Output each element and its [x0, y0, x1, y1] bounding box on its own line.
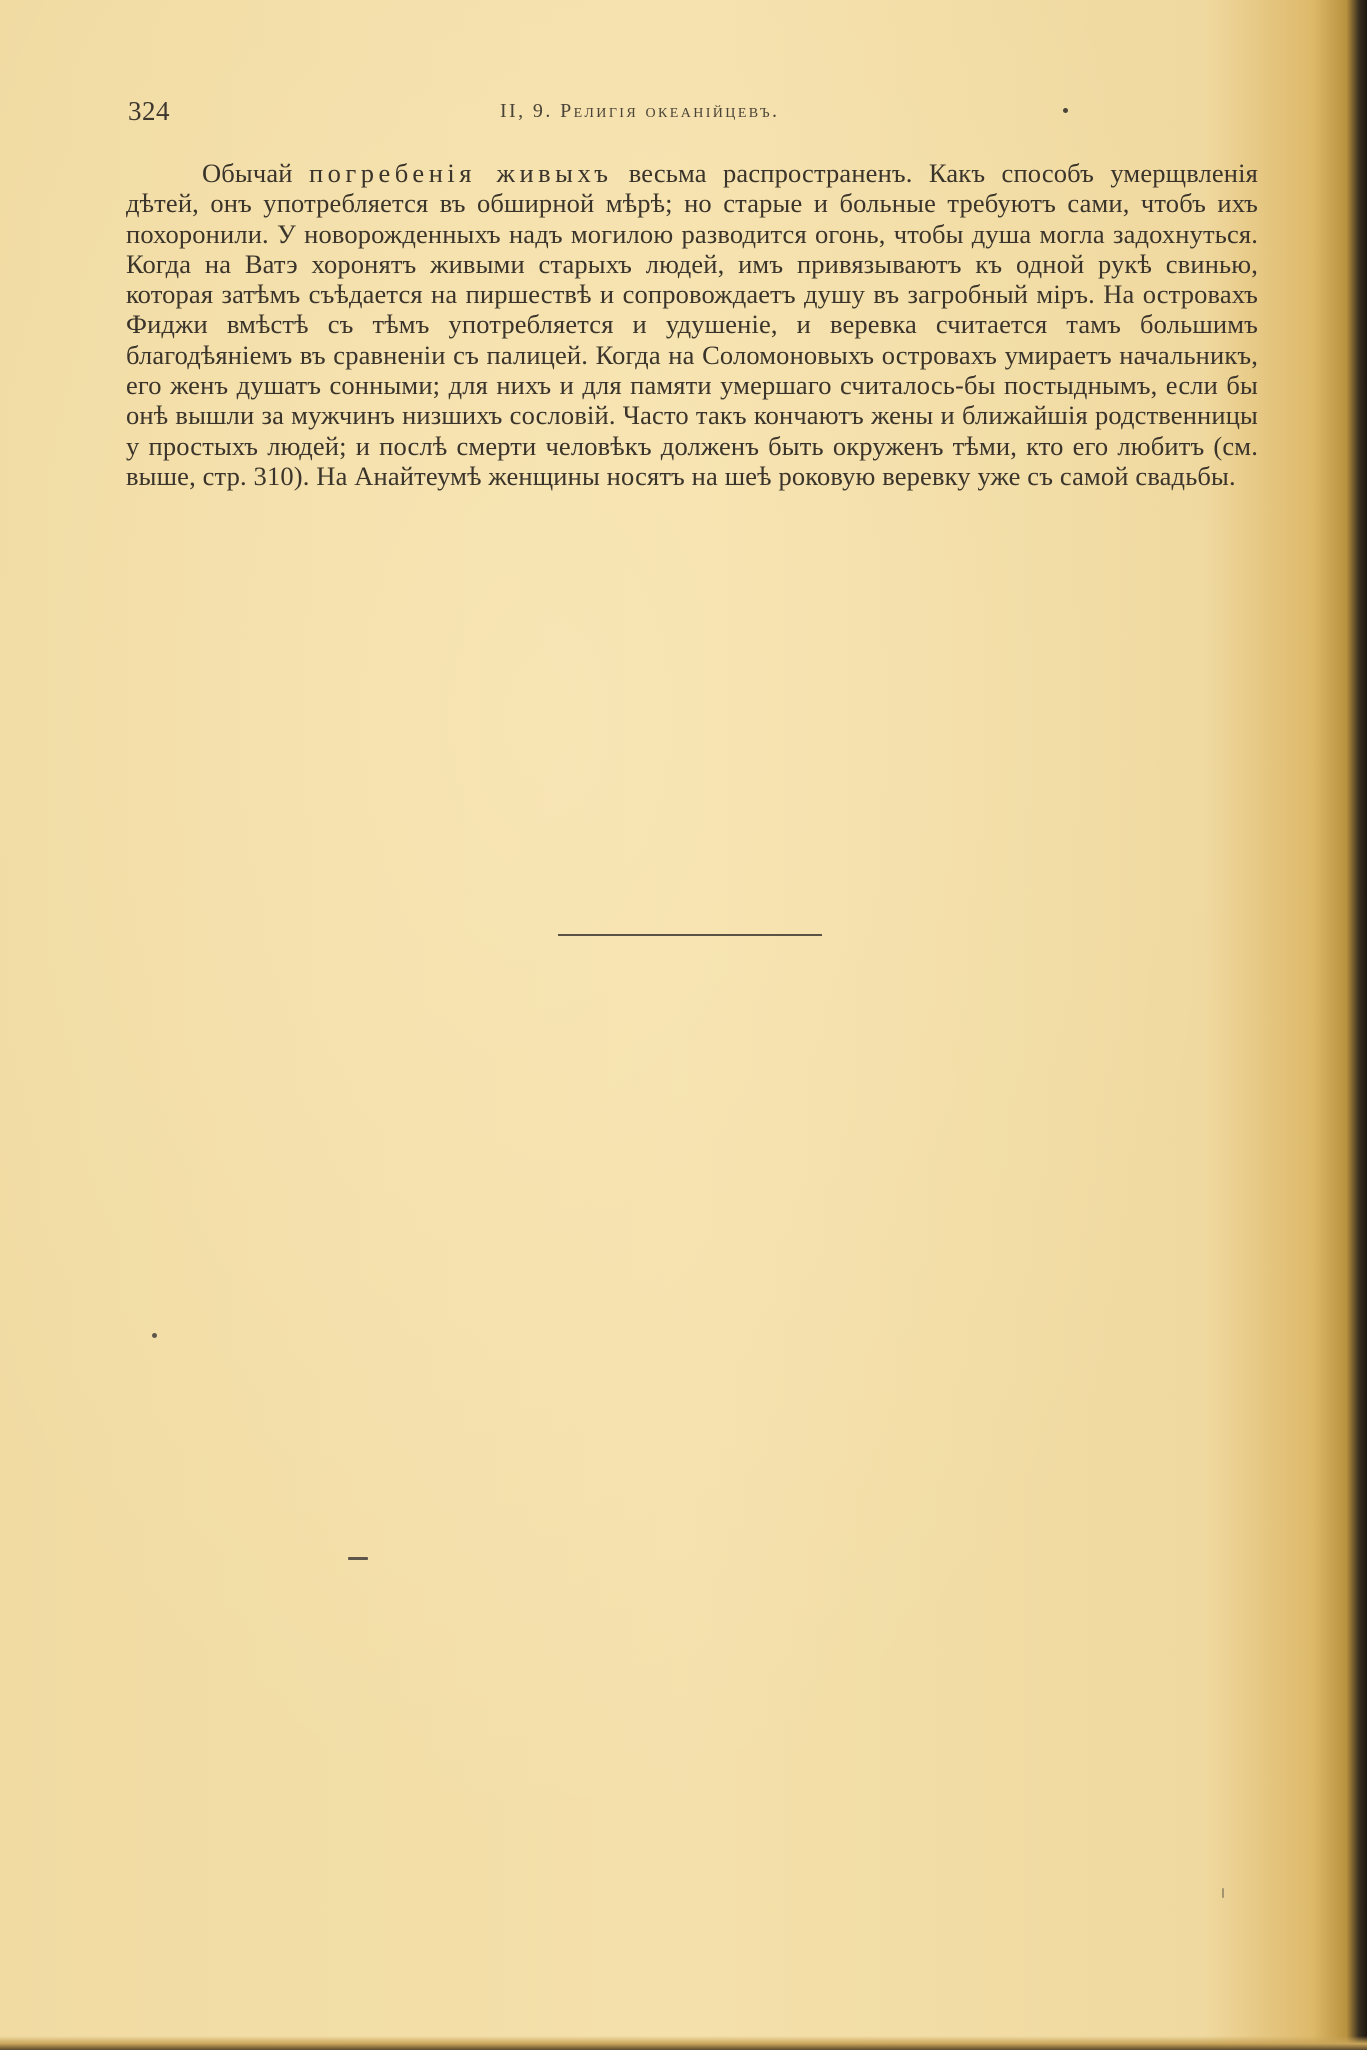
running-head [128, 96, 1268, 136]
spaced-phrase: погребенія живыхъ [308, 158, 613, 188]
paper-speck-mark [1222, 1888, 1224, 1898]
paper-speck-mark [348, 1557, 368, 1560]
page-bottom-edge [0, 2036, 1367, 2050]
page-number: 324 [128, 96, 170, 126]
section-end-rule [558, 934, 822, 936]
paragraph-body: весьма распространенъ. Какъ способъ умерщвленія дѣтей, онъ употребляется въ обширной мѣрѣ; но старые и больные требуютъ сами, чтобъ ихъ похоронили. У новорожденныхъ надъ могилою разводится огонь, чтобы душа могла задохнуться. Когда на Ватэ хоронятъ живыми старыхъ людей, имъ привязываютъ къ одной рукѣ свинью, которая затѣмъ съѣдается на пиршествѣ и сопровождаетъ душу въ загробный міръ. На островахъ Фиджи вмѣстѣ съ тѣмъ употребляется и удушеніе, и веревка считается тамъ большимъ благодѣяніемъ въ сравненіи съ палицей. Когда на Соломоновыхъ островахъ умираетъ начальникъ, его женъ душатъ сонными; для нихъ и для памяти умершаго считалось-бы постыднымъ, если бы онѣ вышли за мужчинъ низшихъ сословій. Часто такъ кончаютъ жены и ближайшія родственницы у простыхъ людей; и послѣ смерти человѣкъ долженъ быть окруженъ тѣми, кто его любитъ (см. выше, стр. 310). На Анайтеумѣ женщины носятъ на шеѣ роковую веревку уже съ самой свадьбы. [126, 158, 1258, 491]
paper-speck-mark [152, 1333, 157, 1338]
paragraph-first-word: Обычай [202, 158, 293, 188]
chapter-header: II, 9. Религія океанійцевъ. [500, 100, 780, 122]
header-dot-mark [1063, 108, 1068, 113]
body-paragraph [126, 158, 1258, 491]
